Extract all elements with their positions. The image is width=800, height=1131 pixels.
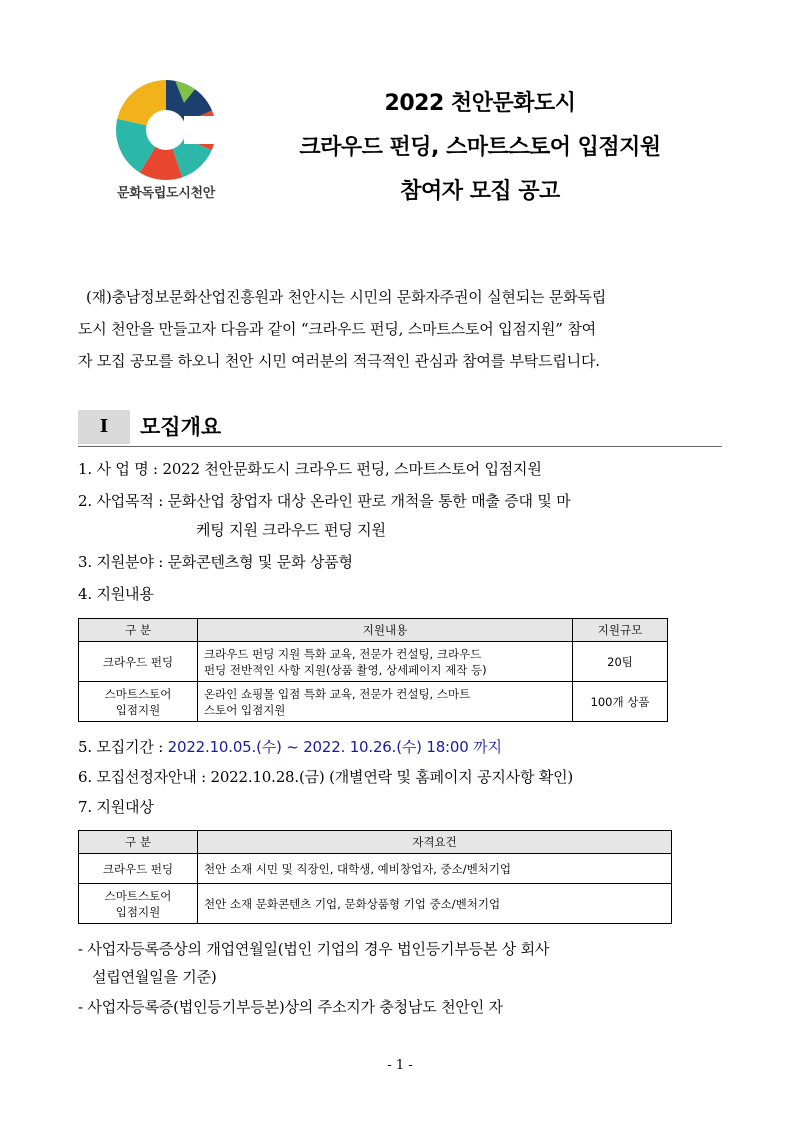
item-support-content: 4. 지원내용 bbox=[78, 585, 154, 603]
category-line: 스마트스토어 bbox=[104, 888, 172, 903]
table-cell-scale: 100개 상품 bbox=[573, 682, 668, 722]
table-row bbox=[79, 854, 672, 884]
category-line: 입점지원 bbox=[115, 702, 161, 717]
table-header: 지원내용 bbox=[198, 619, 573, 642]
table-cell-content bbox=[198, 642, 573, 682]
item-recruitment-period bbox=[78, 736, 502, 757]
title-line-2: 크라우드 펀딩, 스마트스토어 입점지원 bbox=[299, 135, 661, 160]
title-line-3: 참여자 모집 공고 bbox=[400, 179, 560, 204]
intro-line-3: 자 모집 공모를 하오니 천안 시민 여러분의 적극적인 관심과 참여를 부탁드립니다. bbox=[78, 352, 600, 370]
section-number: I bbox=[78, 410, 130, 444]
intro-line-2: 도시 천안을 만들고자 다음과 같이 “크라우드 펀딩, 스마트스토어 입점지원” 참여 bbox=[78, 320, 596, 338]
table-cell-category: 크라우드 펀딩 bbox=[79, 642, 198, 682]
table-cell-requirement: 천안 소재 시민 및 직장인, 대학생, 예비창업자, 중소/벤처기업 bbox=[198, 854, 672, 884]
content-line: 크라우드 펀딩 지원 특화 교육, 전문가 컨설팅, 크라우드 bbox=[204, 646, 482, 661]
cheonan-culture-logo-icon bbox=[114, 78, 218, 182]
item-selection-notice: 6. 모집선정자안내 : 2022.10.28.(금) (개별연락 및 홈페이지 공지사항 확인) bbox=[78, 768, 574, 786]
table-header: 구 분 bbox=[79, 831, 198, 854]
logo bbox=[96, 78, 236, 208]
table-cell-content bbox=[198, 682, 573, 722]
table-cell-requirement: 천안 소재 문화콘텐츠 기업, 문화상품형 기업 중소/벤처기업 bbox=[198, 884, 672, 924]
table-cell-category bbox=[79, 682, 198, 722]
table-cell-category: 크라우드 펀딩 bbox=[79, 854, 198, 884]
logo-text: 문화독립도시천안 bbox=[116, 186, 216, 201]
content-line: 온라인 쇼핑몰 입점 특화 교육, 전문가 컨설팅, 스마트 bbox=[204, 686, 471, 701]
eligibility-table bbox=[78, 830, 672, 924]
title-line-1: 2022 천안문화도시 bbox=[384, 91, 576, 116]
table-header: 자격요건 bbox=[198, 831, 672, 854]
table-row bbox=[79, 682, 668, 722]
category-line: 스마트스토어 bbox=[104, 686, 172, 701]
item-business-purpose-cont: 케팅 지원 크라우드 펀딩 지원 bbox=[196, 521, 386, 539]
table-row bbox=[79, 884, 672, 924]
item-business-name: 1. 사 업 명 : 2022 천안문화도시 크라우드 펀딩, 스마트스토어 입점지원 bbox=[78, 460, 542, 478]
page-number: - 1 - bbox=[387, 1058, 413, 1073]
support-content-table bbox=[78, 618, 668, 722]
table-header: 구 분 bbox=[79, 619, 198, 642]
content-line: 펀딩 전반적인 사항 지원(상품 촬영, 상세페이지 제작 등) bbox=[204, 662, 487, 677]
table-header: 지원규모 bbox=[573, 619, 668, 642]
item-support-target: 7. 지원대상 bbox=[78, 798, 154, 816]
note-address: - 사업자등록증(법인등기부등본)상의 주소지가 충청남도 천안인 자 bbox=[78, 998, 503, 1016]
table-cell-scale: 20팀 bbox=[573, 642, 668, 682]
intro-line-1: (재)충남정보문화산업진흥원과 천안시는 시민의 문화자주권이 실현되는 문화독립 bbox=[86, 288, 607, 306]
table-row bbox=[79, 642, 668, 682]
content-line: 스토어 입점지원 bbox=[204, 702, 286, 717]
period-value: 2022.10.05.(수) ~ 2022. 10.26.(수) 18:00 까지 bbox=[167, 738, 502, 756]
note-founding-date-cont: 설립연월일을 기준) bbox=[92, 968, 217, 986]
table-cell-category bbox=[79, 884, 198, 924]
section-title: 모집개요 bbox=[140, 415, 222, 439]
intro-paragraph bbox=[78, 281, 724, 377]
item-support-field: 3. 지원분야 : 문화콘텐츠형 및 문화 상품형 bbox=[78, 553, 353, 571]
document-title bbox=[250, 82, 710, 214]
section-header bbox=[78, 410, 722, 447]
category-line: 입점지원 bbox=[115, 904, 161, 919]
item-business-purpose: 2. 사업목적 : 문화산업 창업자 대상 온라인 판로 개척을 통한 매출 증대 및 마 bbox=[78, 492, 571, 510]
period-label: 5. 모집기간 : bbox=[78, 738, 168, 756]
note-founding-date: - 사업자등록증상의 개업연월일(법인 기업의 경우 법인등기부등본 상 회사 bbox=[78, 940, 550, 958]
